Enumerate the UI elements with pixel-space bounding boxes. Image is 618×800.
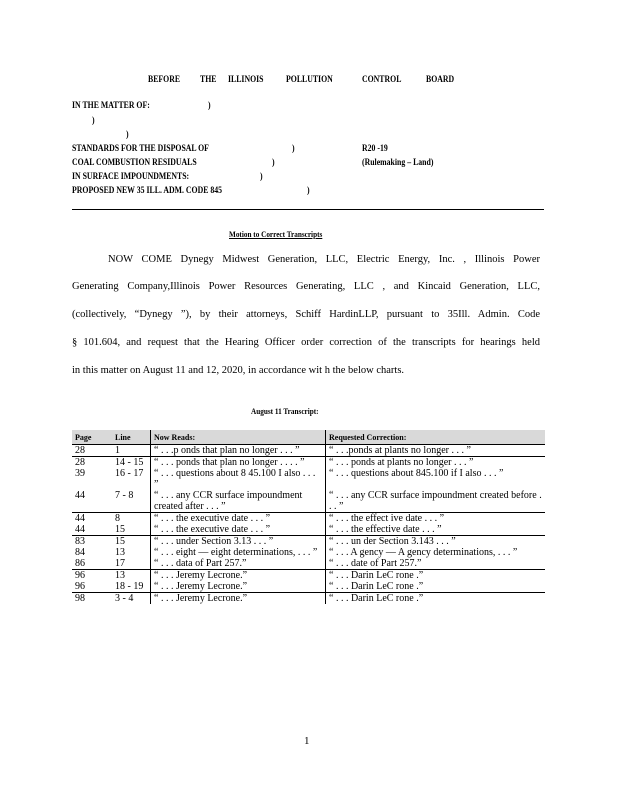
caption-line: IN SURFACE IMPOUNDMENTS: xyxy=(72,172,190,182)
table-row xyxy=(72,581,545,593)
page-number: 1 xyxy=(304,735,310,747)
cell-line: 1 xyxy=(112,445,151,457)
cell-now-reads: “ . . . any CCR surface impoundment created after . . . ” xyxy=(151,490,326,513)
cell-requested-correction: “ . . . A gency — A gency determinations, . . . ” xyxy=(326,547,546,558)
cell-requested-correction: “ . . . un der Section 3.143 . . . ” xyxy=(326,536,546,548)
paren: ) xyxy=(92,116,95,126)
table-row xyxy=(72,524,545,536)
body-line: § 101.604, and request that the Hearing Officer order correction of the transcripts for hearings held xyxy=(72,337,540,348)
header-line: Line xyxy=(112,430,151,445)
cell-page: 44 xyxy=(72,513,112,525)
docket-number: R20 -19 xyxy=(362,144,388,154)
cell-now-reads: “ . . . Jeremy Lecrone.” xyxy=(151,570,326,582)
cell-line: 14 - 15 xyxy=(112,457,151,469)
paren: ) xyxy=(208,101,211,111)
table-row xyxy=(72,490,545,513)
in-the-matter: IN THE MATTER OF: xyxy=(72,101,150,111)
cell-line: 8 xyxy=(112,513,151,525)
table-row xyxy=(72,570,545,582)
caption-line: COAL COMBUSTION RESIDUALS xyxy=(72,158,197,168)
cell-line: 15 xyxy=(112,536,151,548)
cell-now-reads: “ . . . questions about 8 45.100 I also . . . ” xyxy=(151,468,326,490)
board-title-word: CONTROL xyxy=(362,75,402,85)
cell-line: 3 - 4 xyxy=(112,593,151,605)
header-now-reads: Now Reads: xyxy=(151,430,326,445)
cell-page: 83 xyxy=(72,536,112,548)
cell-requested-correction: “ . . . the effective date . . . ” xyxy=(326,524,546,536)
cell-requested-correction: “ . . . Darin LeC rone .” xyxy=(326,581,546,593)
cell-page: 28 xyxy=(72,457,112,469)
table-title: August 11 Transcript: xyxy=(251,406,319,416)
paren: ) xyxy=(260,172,263,182)
cell-now-reads: “ . . . Jeremy Lecrone.” xyxy=(151,593,326,605)
table-row xyxy=(72,547,545,558)
table-row xyxy=(72,457,545,469)
board-title-word: POLLUTION xyxy=(286,75,333,85)
cell-now-reads: “ . . . under Section 3.13 . . . ” xyxy=(151,536,326,548)
paren: ) xyxy=(307,186,310,196)
cell-requested-correction: “ . . . any CCR surface impoundment created before . . . ” xyxy=(326,490,546,513)
header-requested-correction: Requested Correction: xyxy=(326,430,546,445)
cell-requested-correction: “ . . . date of Part 257.” xyxy=(326,558,546,570)
table-row xyxy=(72,536,545,548)
board-title-word: ILLINOIS xyxy=(228,75,264,85)
body-line: NOW COME Dynegy Midwest Generation, LLC, Electric Energy, Inc. , Illinois Power xyxy=(108,254,540,265)
cell-page: 86 xyxy=(75,558,85,569)
board-title-word: THE xyxy=(200,75,217,85)
paren: ) xyxy=(126,130,129,140)
board-title-word: BOARD xyxy=(426,75,455,85)
cell-requested-correction: “ . . . the effect ive date . . . ” xyxy=(326,513,546,525)
caption-line: STANDARDS FOR THE DISPOSAL OF xyxy=(72,144,209,154)
cell-page: 96 xyxy=(72,570,112,582)
cell-line: 18 - 19 xyxy=(115,581,144,592)
cell-line: 17 xyxy=(115,558,125,569)
docket-type: (Rulemaking – Land) xyxy=(362,158,434,168)
cell-page: 84 xyxy=(75,547,85,558)
cell-line: 7 - 8 xyxy=(115,490,134,501)
table-row xyxy=(72,593,545,605)
cell-line: 16 - 17 xyxy=(115,468,144,479)
header-divider xyxy=(72,209,544,210)
cell-requested-correction: “ . . . ponds at plants no longer . . . ” xyxy=(326,457,546,469)
cell-page: 98 xyxy=(72,593,112,605)
cell-line: 13 xyxy=(112,570,151,582)
body-line: (collectively, “Dynegy ”), by their attorneys, Schiff HardinLLP, pursuant to 35Ill. Admin. Code xyxy=(72,309,540,320)
header-page: Page xyxy=(72,430,112,445)
cell-now-reads: “ . . . Jeremy Lecrone.” xyxy=(151,581,326,593)
cell-page: 44 xyxy=(75,490,85,501)
table-row xyxy=(72,513,545,525)
table-row xyxy=(72,558,545,570)
cell-page: 96 xyxy=(75,581,85,592)
cell-now-reads: “ . . . the executive date . . . ” xyxy=(151,513,326,525)
table-header-row xyxy=(72,430,545,445)
cell-now-reads: “ . . . ponds that plan no longer . . . . ” xyxy=(151,457,326,469)
cell-page: 28 xyxy=(72,445,112,457)
caption-line: PROPOSED NEW 35 ILL. ADM. CODE 845 xyxy=(72,186,223,196)
cell-now-reads: “ . . . data of Part 257.” xyxy=(151,558,326,570)
cell-requested-correction: “ . . .ponds at plants no longer . . . ” xyxy=(326,445,546,457)
paren: ) xyxy=(292,144,295,154)
cell-line: 15 xyxy=(115,524,125,535)
table-row xyxy=(72,468,545,490)
motion-title: Motion to Correct Transcripts xyxy=(229,229,323,239)
cell-requested-correction: “ . . . Darin LeC rone .” xyxy=(326,593,546,605)
cell-now-reads: “ . . . eight — eight determinations, . . . ” xyxy=(151,547,326,558)
cell-now-reads: “ . . .p onds that plan no longer . . . ” xyxy=(151,445,326,457)
cell-requested-correction: “ . . . Darin LeC rone .” xyxy=(326,570,546,582)
body-line: in this matter on August 11 and 12, 2020, in accordance wit h the below charts. xyxy=(72,365,405,376)
paren: ) xyxy=(272,158,275,168)
cell-requested-correction: “ . . . questions about 845.100 if I also . . . ” xyxy=(326,468,546,490)
table-row xyxy=(72,445,545,457)
cell-page: 44 xyxy=(75,524,85,535)
body-line: Generating Company,Illinois Power Resources Generating, LLC , and Kincaid Generation, LLC, xyxy=(72,281,540,292)
board-title-word: BEFORE xyxy=(148,75,181,85)
cell-line: 13 xyxy=(115,547,125,558)
cell-now-reads: “ . . . the executive date . . . ” xyxy=(151,524,326,536)
cell-page: 39 xyxy=(75,468,85,479)
table-body xyxy=(72,445,545,605)
corrections-table xyxy=(72,430,545,604)
